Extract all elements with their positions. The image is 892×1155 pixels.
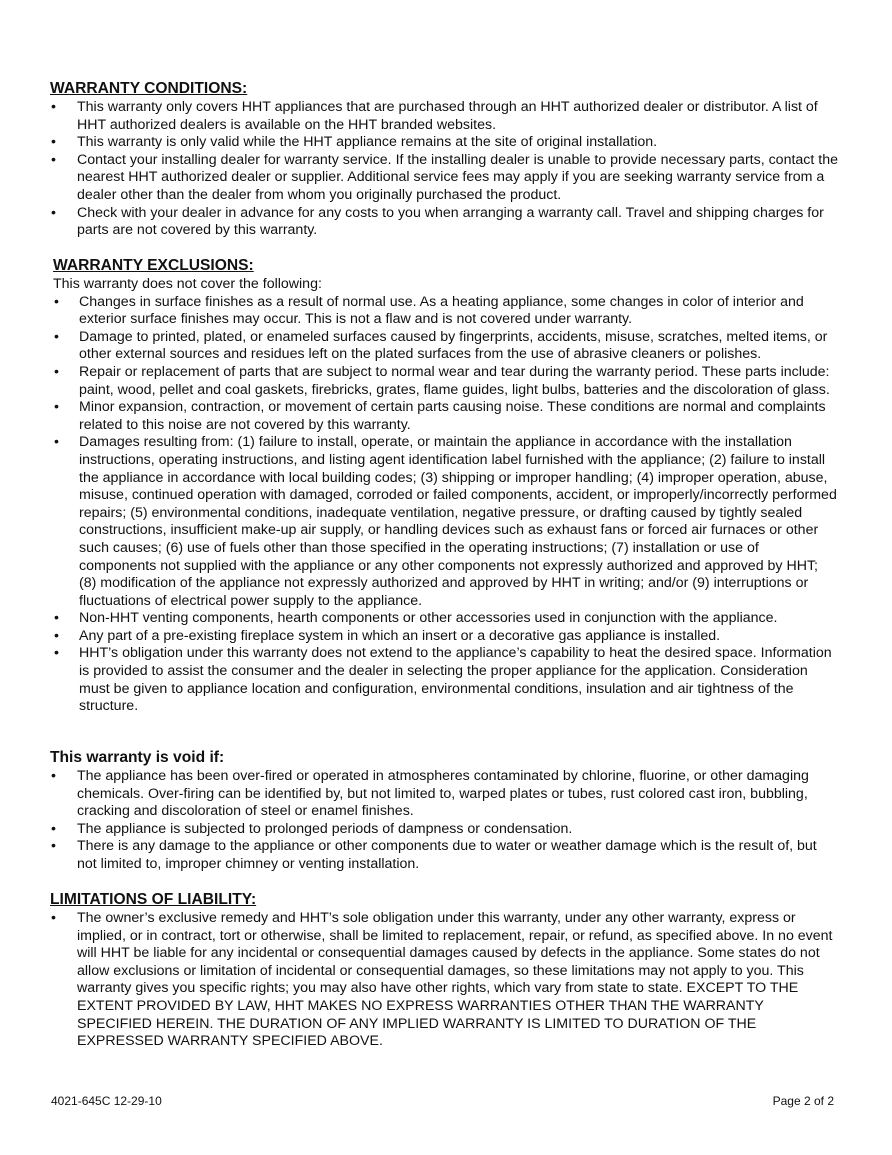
- warranty-void-heading: This warranty is void if:: [50, 749, 225, 766]
- list-item: • Damages resulting from: (1) failure to install, operate, or maintain the appliance in accordance with the installation instructions, operating instructions, and listing agent identification label furnished with the appliance; (2) failure to install the appliance in accordance with local building codes; (3) shipping or improper handling; (4) improper operation, abuse, misuse, continued operation with damaged, corroded or failed components, accident, or improperly/incorrectly performed repairs; (5) environmental conditions, inadequate ventilation, negative pressure, or drafting caused by tightly sealed constructions, insufficient make-up air supply, or handling devices such as exhaust fans or forced air furnaces or other such causes; (6) use of fuels other than those specified in the operating instructions; (7) installation or use of components not supplied with the appliance or any other components not expressly authorized and approved by HHT; (8) modification of the appliance not expressly authorized and approved by HHT in writing; and/or (9) interruptions or fluctuations of electrical power supply to the appliance.: [54, 434, 837, 609]
- list-item: • Check with your dealer in advance for any costs to you when arranging a warranty call. Travel and shipping charges for parts are not covered by this warranty.: [51, 204, 824, 239]
- bullet-icon: •: [54, 434, 59, 451]
- bullet-icon: •: [51, 151, 56, 168]
- list-item: • Contact your installing dealer for warranty service. If the installing dealer is unable to provide necessary parts, contact the nearest HHT authorized dealer or supplier. Additional service fees may apply if you are seeking warranty service from a dealer other than the dealer from whom you originally purchased the product.: [51, 151, 838, 203]
- limitations-heading: LIMITATIONS OF LIABILITY:: [50, 891, 257, 908]
- list-item: • The appliance is subjected to prolonged periods of dampness or condensation.: [51, 820, 573, 837]
- page-number: Page 2 of 2: [772, 1094, 834, 1108]
- limitations-list: [50, 910, 838, 1051]
- list-item: • This warranty is only valid while the HHT appliance remains at the site of original installation.: [51, 134, 658, 151]
- bullet-icon: •: [51, 910, 56, 926]
- bullet-icon: •: [51, 99, 56, 115]
- document-code: 4021-645C 12-29-10: [51, 1094, 162, 1108]
- bullet-icon: •: [54, 627, 59, 644]
- warranty-conditions-list: [50, 99, 838, 240]
- warranty-conditions-heading: WARRANTY CONDITIONS:: [50, 80, 248, 97]
- limitations-section: [50, 891, 838, 1051]
- list-item: • The appliance has been over-fired or operated in atmospheres contaminated by chlorine, fluorine, or other damaging chemicals. Over-firing can be identified by, but not limited to, warped plates or tubes, rust colored cast iron, bubbling, cracking and discoloration of steel or enamel finishes.: [51, 768, 809, 820]
- warranty-void-section: [50, 749, 838, 874]
- list-item: • Repair or replacement of parts that are subject to normal wear and tear during the warranty period. These parts include: paint, wood, pellet and coal gaskets, firebricks, grates, flame guides, light bulbs, batteries and the discoloration of glass.: [54, 363, 830, 398]
- bullet-icon: •: [51, 820, 56, 837]
- list-item: • Damage to printed, plated, or enameled surfaces caused by fingerprints, accidents, misuse, scratches, melted items, or other external sources and residues left on the plated surfaces from the use of abrasive cleaners or polishes.: [54, 328, 828, 363]
- list-item: • The owner’s exclusive remedy and HHT’s sole obligation under this warranty, under any other warranty, express or implied, or in contract, tort or otherwise, shall be limited to replacement, repair, or refund, as specified above. In no event will HHT be liable for any incidental or consequential damages caused by defects in the appliance. Some states do not allow exclusions or limitation of incidental or consequential damages, so these limitations may not apply to you. This warranty gives you specific rights; you may also have other rights, which vary from state to state. EXCEPT TO THE EXTENT PROVIDED BY LAW, HHT MAKES NO EXPRESS WARRANTIES OTHER THAN THE WARRANTY SPECIFIED HEREIN. THE DURATION OF ANY IMPLIED WARRANTY IS LIMITED TO DURATION OF THE EXPRESSED WARRANTY SPECIFIED ABOVE.: [51, 910, 833, 1050]
- list-item: • There is any damage to the appliance or other components due to water or weather damage which is the result of, but not limited to, improper chimney or venting installation.: [51, 838, 817, 872]
- warranty-exclusions-list: [53, 294, 838, 716]
- list-item: • HHT’s obligation under this warranty does not extend to the appliance’s capability to heat the desired space. Information is provided to assist the consumer and the dealer in selecting the proper appliance for the application. Consideration must be given to appliance location and configuration, environmental conditions, insulation and air tightness of the structure.: [54, 645, 832, 715]
- warranty-exclusions-section: [53, 257, 838, 716]
- bullet-icon: •: [54, 399, 59, 416]
- bullet-icon: •: [54, 610, 59, 627]
- bullet-icon: •: [54, 645, 59, 662]
- bullet-icon: •: [51, 838, 56, 855]
- bullet-icon: •: [51, 134, 56, 151]
- bullet-icon: •: [54, 293, 59, 310]
- warranty-exclusions-heading: WARRANTY EXCLUSIONS:: [53, 257, 254, 274]
- list-item: • This warranty only covers HHT appliances that are purchased through an HHT authorized dealer or distributor. A list of HHT authorized dealers is available on the HHT branded websites.: [51, 99, 818, 133]
- list-item: • Minor expansion, contraction, or movement of certain parts causing noise. These conditions are normal and complaints related to this noise are not covered by this warranty.: [54, 399, 826, 433]
- bullet-icon: •: [51, 768, 56, 784]
- warranty-void-list: [50, 768, 838, 874]
- warranty-conditions-section: [50, 80, 838, 240]
- exclusions-intro: This warranty does not cover the following:: [53, 276, 322, 292]
- list-item: • Any part of a pre-existing fireplace system in which an insert or a decorative gas appliance is installed.: [54, 627, 721, 644]
- list-item: • Non-HHT venting components, hearth components or other accessories used in conjunction with the appliance.: [54, 610, 778, 627]
- list-item: • Changes in surface finishes as a result of normal use. As a heating appliance, some changes in color of interior and exterior surface finishes may occur. This is not a flaw and is not covered under warranty.: [54, 293, 804, 328]
- bullet-icon: •: [54, 328, 59, 345]
- bullet-icon: •: [54, 363, 59, 380]
- bullet-icon: •: [51, 204, 56, 221]
